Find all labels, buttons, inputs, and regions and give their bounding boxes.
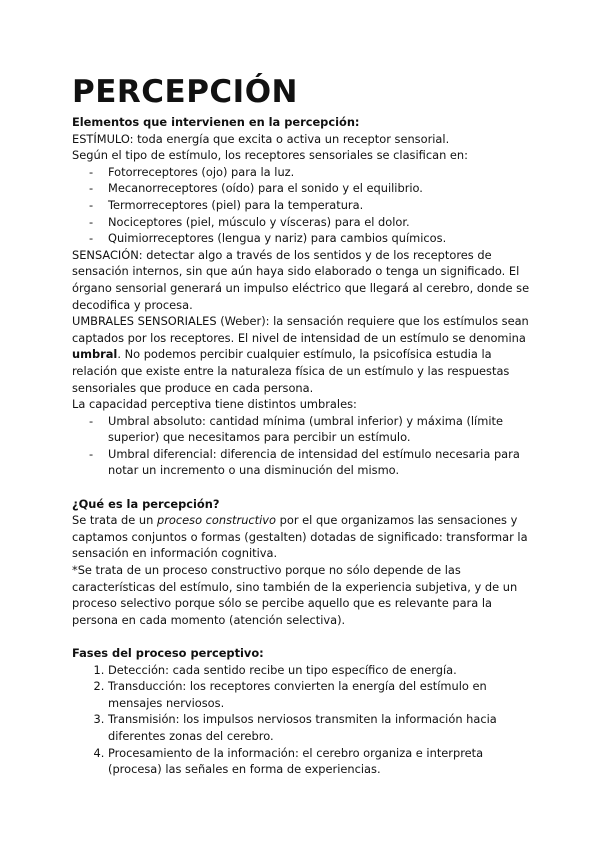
- list-item: 1. Detección: cada sentido recibe un tipo específico de energía.: [108, 662, 532, 679]
- receptor-list: [72, 164, 532, 247]
- definition-text-pre: Se trata de un: [72, 513, 157, 528]
- list-item: - Fotorreceptores (ojo) para la luz.: [108, 164, 532, 181]
- thresholds-text-post: . No podemos percibir cualquier estímulo, la psicofísica estudia la relación que existe entre la naturaleza física de un estímulo y las respuestas sensoriales que produce en cada persona.: [72, 347, 510, 395]
- page-title: PERCEPCIÓN: [72, 74, 298, 110]
- list-item: - Mecanorreceptores (oído) para el sonido y el equilibrio.: [108, 180, 532, 197]
- list-item: - Termorreceptores (piel) para la temperatura.: [108, 197, 532, 214]
- sensation-definition: SENSACIÓN: detectar algo a través de los sentidos y de los receptores de sensación internos, sin que aún haya sido elaborado o tenga un significado. El órgano sensorial generará un impulso eléctrico que llegará al cerebro, donde se decodifica y procesa.: [72, 247, 530, 312]
- stimulus-definition: ESTÍMULO: toda energía que excita o activa un receptor sensorial.: [72, 131, 450, 146]
- thresholds-paragraph: [72, 313, 532, 396]
- threshold-list: [72, 413, 532, 479]
- section-spacer: [72, 628, 532, 645]
- capacity-intro: La capacidad perceptiva tiene distintos umbrales:: [72, 397, 357, 412]
- section-heading-what: ¿Qué es la percepción?: [72, 496, 220, 511]
- list-item: 2. Transducción: los receptores convierten la energía del estímulo en mensajes nerviosos.: [108, 678, 532, 711]
- list-item: - Umbral diferencial: diferencia de intensidad del estímulo necesaria para notar un incremento o una disminución del mismo.: [108, 446, 532, 479]
- receptors-intro: Según el tipo de estímulo, los receptores sensoriales se clasifican en:: [72, 148, 468, 163]
- section-heading-elements: Elementos que intervienen en la percepción:: [72, 115, 360, 129]
- perception-definition: [72, 512, 532, 562]
- list-item: 4. Procesamiento de la información: el cerebro organiza e interpreta (procesa) las señales en forma de experiencias.: [108, 745, 532, 778]
- section-spacer: [72, 479, 532, 496]
- section-heading-phases: Fases del proceso perceptivo:: [72, 646, 264, 660]
- list-item: - Quimiorreceptores (lengua y nariz) para cambios químicos.: [108, 230, 532, 247]
- phases-list: [72, 662, 532, 778]
- definition-text-post: por el que organizamos las sensaciones y captamos conjuntos o formas (gestalten) dotadas de significado: transformar la sensación en información cognitiva.: [72, 513, 528, 561]
- document-body: [72, 114, 532, 778]
- definition-italic-term: proceso constructivo: [156, 513, 277, 528]
- list-item: - Nociceptores (piel, músculo y vísceras) para el dolor.: [108, 214, 532, 231]
- list-item: - Umbral absoluto: cantidad mínima (umbral inferior) y máxima (límite superior) que necesitamos para percibir un estímulo.: [108, 413, 532, 446]
- thresholds-text-pre: UMBRALES SENSORIALES (Weber): la sensación requiere que los estímulos sean captados por los receptores. El nivel de intensidad de un estímulo se denomina: [72, 314, 529, 345]
- thresholds-bold-term: umbral: [72, 347, 118, 362]
- list-item: 3. Transmisión: los impulsos nerviosos transmiten la información hacia diferentes zonas del cerebro.: [108, 711, 532, 744]
- perception-note: *Se trata de un proceso constructivo porque no sólo depende de las características del estímulo, sino también de la experiencia subjetiva, y de un proceso selectivo porque sólo se percibe aquello que es relevante para la persona en cada momento (atención selectiva).: [72, 563, 518, 627]
